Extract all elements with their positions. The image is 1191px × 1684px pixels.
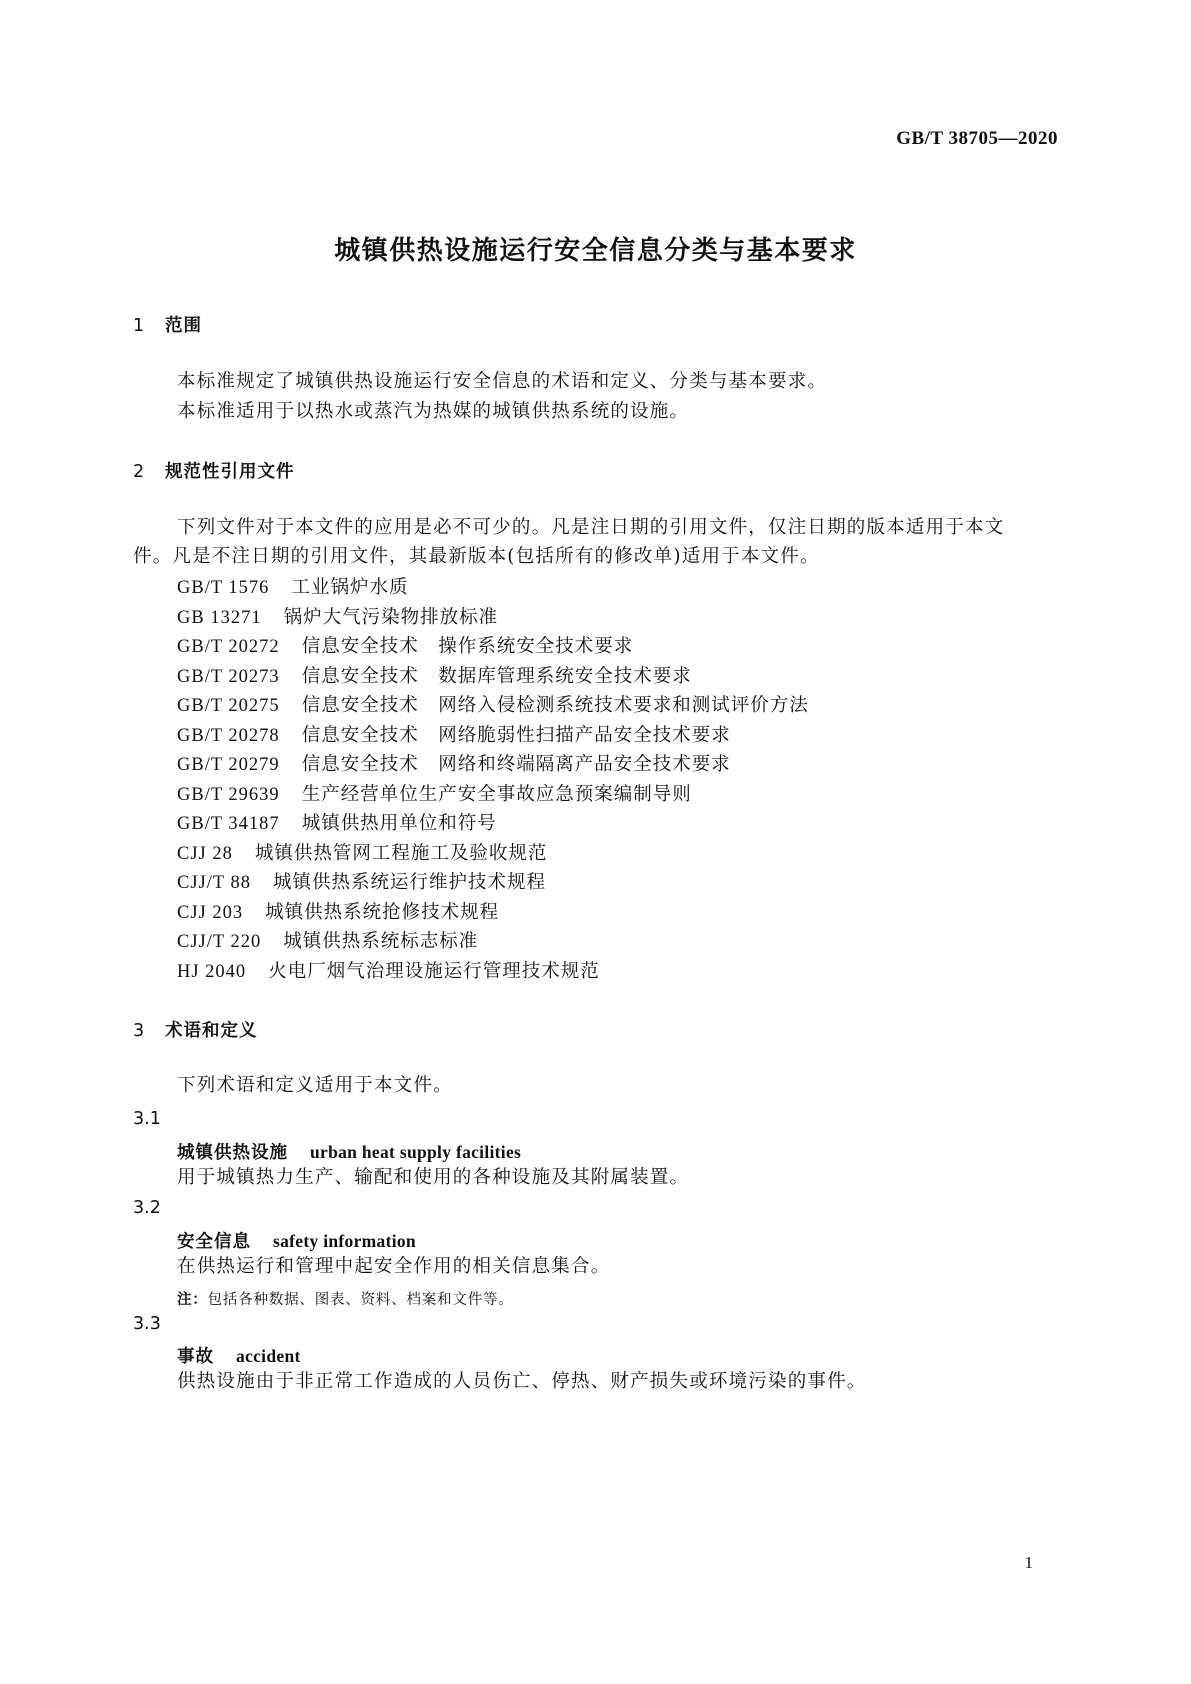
reference-title: 工业锅炉水质 bbox=[291, 577, 409, 598]
reference-item bbox=[177, 691, 809, 717]
reference-title: 城镇供热系统标志标准 bbox=[283, 931, 479, 952]
term-name bbox=[177, 1228, 416, 1253]
reference-title: 火电厂烟气治理设施运行管理技术规范 bbox=[268, 961, 600, 982]
reference-title: 信息安全技术 操作系统安全技术要求 bbox=[301, 636, 634, 657]
term-name bbox=[177, 1139, 521, 1164]
reference-code: CJJ 203 bbox=[177, 903, 244, 923]
term-name-zh: 安全信息 bbox=[177, 1232, 251, 1252]
reference-title: 信息安全技术 网络脆弱性扫描产品安全技术要求 bbox=[301, 725, 731, 746]
reference-title: 锅炉大气污染物排放标准 bbox=[283, 607, 499, 628]
reference-title: 城镇供热管网工程施工及验收规范 bbox=[254, 843, 548, 864]
term-number: 3.1 bbox=[133, 1109, 161, 1129]
reference-item bbox=[177, 662, 692, 688]
reference-item bbox=[177, 573, 408, 599]
term-number: 3.3 bbox=[133, 1314, 161, 1334]
reference-item bbox=[177, 603, 498, 629]
term-name-en: urban heat supply facilities bbox=[310, 1142, 522, 1162]
term-name-en: safety information bbox=[273, 1231, 416, 1251]
section-2-heading bbox=[133, 458, 295, 483]
reference-item bbox=[177, 632, 633, 658]
reference-title: 城镇供热系统抢修技术规程 bbox=[265, 902, 500, 923]
terms-intro: 下列术语和定义适用于本文件。 bbox=[177, 1075, 453, 1096]
term-name bbox=[177, 1343, 301, 1368]
reference-title: 城镇供热系统运行维护技术规程 bbox=[272, 872, 546, 893]
reference-title: 信息安全技术 数据库管理系统安全技术要求 bbox=[301, 666, 692, 687]
reference-title: 城镇供热用单位和符号 bbox=[301, 813, 497, 834]
reference-item bbox=[177, 780, 692, 806]
reference-item bbox=[177, 927, 478, 953]
section-1-heading bbox=[133, 312, 202, 337]
reference-code: HJ 2040 bbox=[177, 962, 247, 982]
section-title: 术语和定义 bbox=[165, 1021, 258, 1041]
reference-code: CJJ/T 88 bbox=[177, 873, 251, 893]
section-number: 1 bbox=[133, 316, 146, 336]
section-number: 2 bbox=[133, 462, 146, 482]
reference-code: GB/T 20279 bbox=[177, 755, 280, 775]
term-name-zh: 事故 bbox=[177, 1347, 214, 1367]
term-name-en: accident bbox=[236, 1346, 301, 1366]
section-3-heading bbox=[133, 1017, 258, 1042]
reference-code: GB 13271 bbox=[177, 608, 262, 628]
note-label: 注： bbox=[177, 1292, 208, 1308]
standard-code: GB/T 38705—2020 bbox=[896, 128, 1058, 149]
reference-item bbox=[177, 957, 600, 983]
reference-code: GB/T 34187 bbox=[177, 814, 280, 834]
term-definition: 用于城镇热力生产、输配和使用的各种设施及其附属装置。 bbox=[177, 1167, 690, 1188]
section-title: 规范性引用文件 bbox=[165, 462, 295, 482]
scope-paragraph-2: 本标准适用于以热水或蒸汽为热媒的城镇供热系统的设施。 bbox=[177, 401, 690, 422]
reference-code: GB/T 20275 bbox=[177, 696, 280, 716]
term-note bbox=[177, 1288, 514, 1309]
reference-item bbox=[177, 750, 731, 776]
reference-code: GB/T 1576 bbox=[177, 578, 270, 598]
term-number: 3.2 bbox=[133, 1198, 161, 1218]
reference-item bbox=[177, 721, 731, 747]
reference-title: 生产经营单位生产安全事故应急预案编制导则 bbox=[301, 784, 692, 805]
reference-code: GB/T 20273 bbox=[177, 667, 280, 687]
scope-paragraph-1: 本标准规定了城镇供热设施运行安全信息的术语和定义、分类与基本要求。 bbox=[177, 371, 828, 392]
section-number: 3 bbox=[133, 1021, 146, 1041]
section-title: 范围 bbox=[165, 316, 202, 336]
reference-code: GB/T 20272 bbox=[177, 637, 280, 657]
reference-code: CJJ/T 220 bbox=[177, 932, 262, 952]
reference-code: GB/T 29639 bbox=[177, 785, 280, 805]
reference-item bbox=[177, 898, 499, 924]
term-definition: 在供热运行和管理中起安全作用的相关信息集合。 bbox=[177, 1256, 611, 1277]
reference-code: GB/T 20278 bbox=[177, 726, 280, 746]
reference-code: CJJ 28 bbox=[177, 844, 233, 864]
term-name-zh: 城镇供热设施 bbox=[177, 1143, 288, 1163]
reference-item bbox=[177, 868, 546, 894]
references-intro-line-1: 下列文件对于本文件的应用是必不可少的。凡是注日期的引用文件，仅注日期的版本适用于本文 bbox=[177, 517, 1005, 538]
reference-item bbox=[177, 809, 497, 835]
page-number: 1 bbox=[1024, 1553, 1033, 1572]
reference-title: 信息安全技术 网络和终端隔离产品安全技术要求 bbox=[301, 754, 731, 775]
reference-item bbox=[177, 839, 547, 865]
reference-title: 信息安全技术 网络入侵检测系统技术要求和测试评价方法 bbox=[301, 695, 809, 716]
document-title: 城镇供热设施运行安全信息分类与基本要求 bbox=[334, 236, 857, 266]
references-intro-line-2: 件。凡是不注日期的引用文件，其最新版本(包括所有的修改单)适用于本文件。 bbox=[133, 546, 820, 567]
note-text: 包括各种数据、图表、资料、档案和文件等。 bbox=[207, 1292, 514, 1308]
term-definition: 供热设施由于非正常工作造成的人员伤亡、停热、财产损失或环境污染的事件。 bbox=[177, 1371, 867, 1392]
